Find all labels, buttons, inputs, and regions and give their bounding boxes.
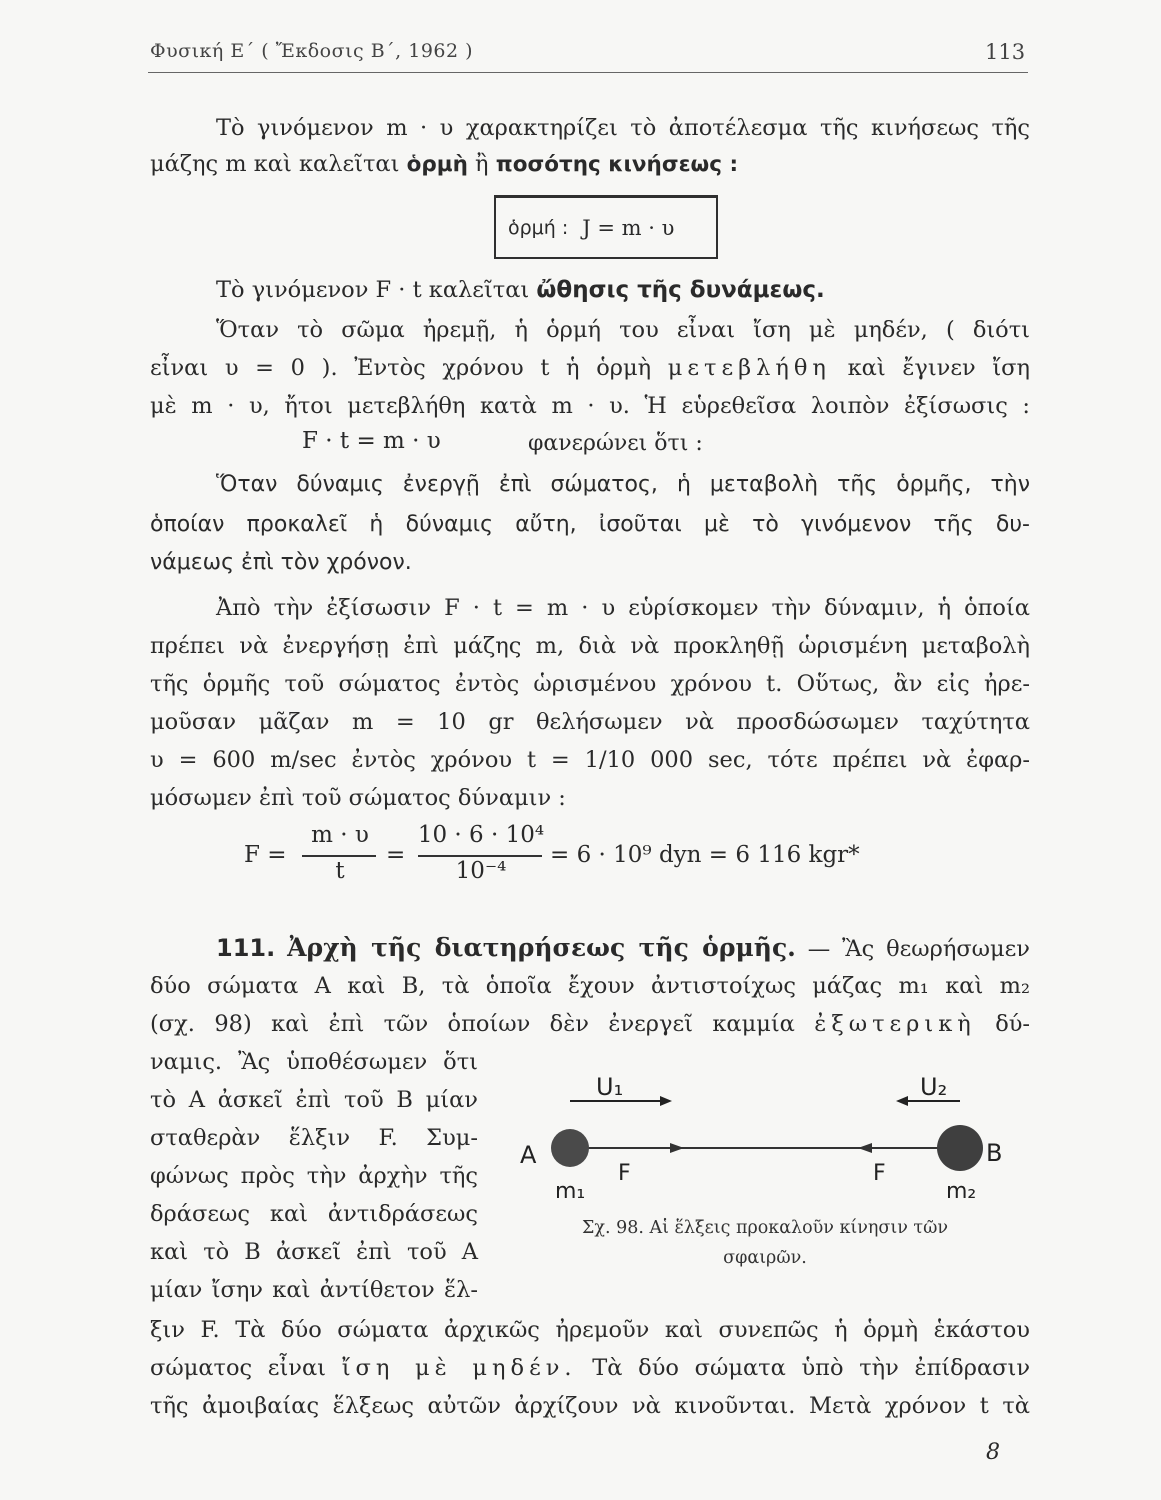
equation-lhs: F = xyxy=(244,842,287,868)
figure-caption-line1: Σχ. 98. Αἱ ἕλξεις προκαλοῦν κίνησιν τῶν xyxy=(581,1218,949,1238)
label-b: B xyxy=(986,1139,1003,1167)
impulse-equation: F · t = m · υ xyxy=(302,428,441,454)
left-line-5: δράσεως καὶ ἀντιδράσεως xyxy=(150,1201,478,1227)
section-after-line2-post: Τὰ δύο σώματα ὑπὸ τὴν ἐπίδρασιν xyxy=(592,1355,1031,1381)
para1-line2-or: ἢ xyxy=(475,151,489,177)
equation-den2: 10⁻⁴ xyxy=(455,858,507,884)
figure-98 xyxy=(500,1065,1030,1215)
formula-box-formula: J = m · υ xyxy=(582,215,675,240)
left-line-2: τὸ Α ἀσκεῖ ἐπὶ τοῦ Β μίαν xyxy=(150,1087,478,1113)
formula-box-label: ὁρμή : xyxy=(508,216,569,239)
para2-line3-pre: εἶναι υ = 0 ). Ἐντὸς χρόνου t ἡ ὁρμὴ xyxy=(150,355,652,381)
para2-line2: Ὅταν τὸ σῶμα ἠρεμῇ, ἡ ὁρμή του εἶναι ἴση μὲ μηδέν, ( διότι xyxy=(216,317,1030,343)
section-title: Ἀρχὴ τῆς διατηρήσεως τῆς ὁρμῆς. xyxy=(287,933,796,962)
section-line3-pre: (σχ. 98) καὶ ἐπὶ τῶν ὁποίων δὲν ἐνεργεῖ καμμία xyxy=(150,1011,795,1037)
momentum-formula-box xyxy=(494,195,718,259)
section-line3-spaced: ἐξωτερικὴ xyxy=(814,1011,976,1037)
para2-line3-spaced: μετεβλήθη xyxy=(667,355,831,381)
page-number: 113 xyxy=(985,40,1026,64)
term-quantity-of-motion: ποσότης κινήσεως : xyxy=(495,152,739,177)
label-force-2: F xyxy=(873,1161,886,1186)
sphere-a xyxy=(551,1129,589,1167)
equation-num1: m · υ xyxy=(311,822,369,848)
para1-line1: Τὸ γινόμενον m · υ χαρακτηρίζει τὸ ἀποτέλεσμα τῆς κινήσεως τῆς xyxy=(216,115,1030,141)
para4-line4: μοῦσαν μᾶζαν m = 10 gr θελήσωμεν νὰ προσδώσωμεν ταχύτητα xyxy=(150,709,1030,735)
force-arrow-left xyxy=(858,1143,872,1153)
impulse-equation-text: φανερώνει ὅτι : xyxy=(528,431,703,456)
para1-line2 xyxy=(150,148,1030,181)
para4-line6: μόσωμεν ἐπὶ τοῦ σώματος δύναμιν : xyxy=(150,785,566,811)
para3-line1: Ὅταν δύναμις ἐνεργῇ ἐπὶ σώματος, ἡ μεταβολὴ τῆς ὁρμῆς, τὴν xyxy=(216,472,1030,497)
para4-line1: Ἀπὸ τὴν ἐξίσωσιν F · t = m · υ εὑρίσκομεν τὴν δύναμιν, ἡ ὁποία xyxy=(216,595,1030,621)
left-line-7: μίαν ἴσην καὶ ἀντίθετον ἕλ- xyxy=(150,1277,478,1303)
section-after-line1: ξιν F. Τὰ δύο σώματα ἀρχικῶς ἠρεμοῦν καὶ συνεπῶς ἡ ὁρμὴ ἑκάστου xyxy=(150,1317,1030,1343)
section-line3 xyxy=(150,1008,1030,1040)
term-impulse: ὤθησις τῆς δυνάμεως. xyxy=(536,277,825,303)
section-line1-post: — Ἂς θεωρήσωμεν xyxy=(807,936,1030,962)
section-line2: δύο σώματα Α καὶ Β, τὰ ὁποῖα ἔχουν ἀντιστοίχως μάζας m₁ καὶ m₂ xyxy=(150,973,1030,999)
para2-line1-text: Τὸ γινόμενον F · t καλεῖται xyxy=(216,277,530,303)
para1-line2-text: μάζης m καὶ καλεῖται xyxy=(150,151,400,177)
para4-line2: πρέπει νὰ ἐνεργήσῃ ἐπὶ μάζης m, διὰ νὰ προκληθῇ ὡρισμένη μεταβολὴ xyxy=(150,633,1030,659)
left-line-4: φώνως πρὸς τὴν ἀρχὴν τῆς xyxy=(150,1163,478,1189)
para3-line2: ὁποίαν προκαλεῖ ἡ δύναμις αὔτη, ἰσοῦται μὲ τὸ γινόμενον τῆς δυ- xyxy=(150,512,1030,537)
section-number: 111. xyxy=(216,934,276,962)
velocity-label-1: U₁ xyxy=(596,1073,624,1101)
equation-den1: t xyxy=(335,858,345,884)
section-after-line2 xyxy=(150,1352,1030,1384)
label-a: A xyxy=(520,1141,537,1169)
section-after-line3: τῆς ἀμοιβαίας ἕλξεως αὐτῶν ἀρχίζουν νὰ κινοῦνται. Μετὰ χρόνον t τὰ xyxy=(150,1393,1030,1419)
term-momentum: ὁρμὴ xyxy=(406,152,468,177)
para3-line3: νάμεως ἐπὶ τὸν χρόνον. xyxy=(150,550,412,575)
para4-line5: υ = 600 m/sec ἐντὸς χρόνου t = 1/10 000 sec, τότε πρέπει νὰ ἐφαρ- xyxy=(150,747,1030,773)
label-force-1: F xyxy=(618,1161,631,1186)
section-heading-line xyxy=(216,930,1030,967)
force-arrow-right xyxy=(670,1143,684,1153)
para2-line3 xyxy=(150,352,1030,384)
equation-num2: 10 · 6 · 10⁴ xyxy=(417,822,545,848)
equation-bar1 xyxy=(302,855,376,857)
figure-caption-line2: σφαιρῶν. xyxy=(723,1248,807,1268)
para2-line3-post: καὶ ἔγινεν ἴση xyxy=(847,355,1031,381)
left-line-1: ναμις. Ἂς ὑποθέσωμεν ὅτι xyxy=(150,1049,478,1075)
signature-mark: 8 xyxy=(986,1440,1000,1465)
section-after-line2-spaced: ἴση μὲ μηδέν. xyxy=(341,1355,577,1381)
equation-bar2 xyxy=(418,855,542,857)
sphere-b xyxy=(937,1125,983,1171)
running-head: Φυσική Ε΄ ( Ἔκδοσις Β΄, 1962 ) xyxy=(150,40,474,62)
equation-eq2: = xyxy=(386,842,406,868)
left-line-3: σταθερὰν ἕλξιν F. Συμ- xyxy=(150,1125,478,1151)
velocity-label-2: U₂ xyxy=(920,1073,948,1101)
label-mass-2: m₂ xyxy=(946,1179,977,1204)
section-line3-post: δύ- xyxy=(995,1011,1031,1037)
left-line-6: καὶ τὸ Β ἀσκεῖ ἐπὶ τοῦ Α xyxy=(150,1239,478,1265)
header-rule xyxy=(148,72,1028,73)
para2-line4: μὲ m · υ, ἤτοι μετεβλήθη κατὰ m · υ. Ἡ εὑρεθεῖσα λοιπὸν ἐξίσωσις : xyxy=(150,393,1030,419)
para2-line1 xyxy=(216,274,1030,306)
para4-line3: τῆς ὁρμῆς τοῦ σώματος ἐντὸς ὡρισμένου χρόνου t. Οὕτως, ἂν εἰς ἠρε- xyxy=(150,671,1030,697)
section-after-line2-pre: σώματος εἶναι xyxy=(150,1355,326,1381)
equation-result: = 6 · 10⁹ dyn = 6 116 kgr* xyxy=(550,842,860,868)
label-mass-1: m₁ xyxy=(555,1179,586,1204)
